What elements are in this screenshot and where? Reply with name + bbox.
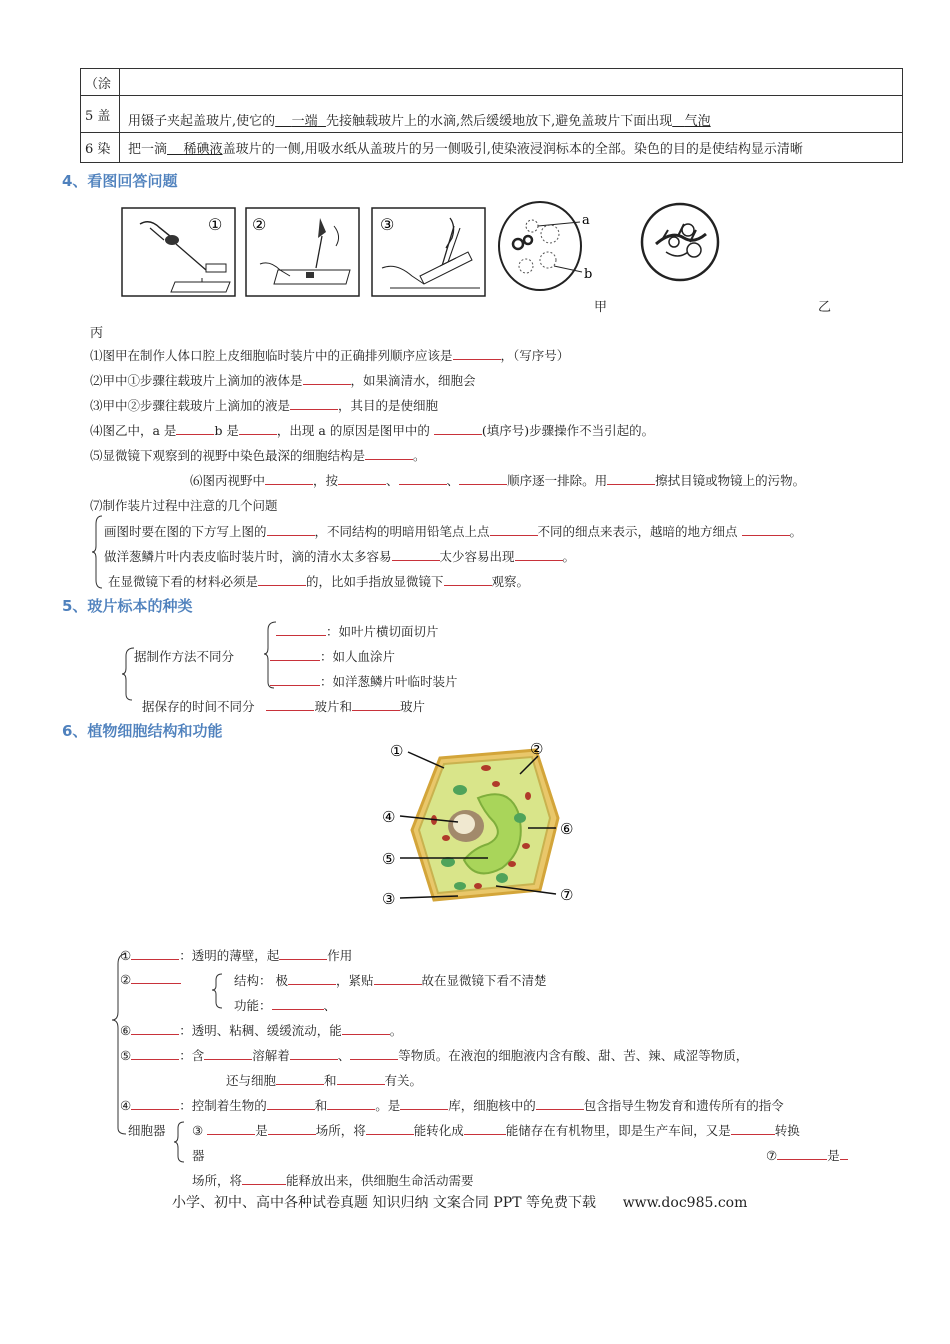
cell-line-1: ① ：透明的薄壁，起 作用: [120, 948, 353, 963]
cell-line-8a: 器: [192, 1148, 205, 1163]
diagram-number: ⑤: [382, 850, 396, 868]
caption-bing: 丙: [90, 326, 104, 341]
answer-blank[interactable]: [176, 422, 214, 435]
question-5: ⑸显微镜下观察到的视野中染色最深的细胞结构是 。: [90, 448, 426, 463]
answer-blank[interactable]: [207, 1122, 255, 1135]
answer-blank[interactable]: [258, 573, 306, 586]
answer-blank[interactable]: [742, 523, 790, 536]
answer-blank[interactable]: [131, 1022, 179, 1035]
cell-line-2c: 功能： 、: [234, 998, 337, 1013]
organelle-label: 细胞器: [128, 1123, 166, 1138]
answer-blank[interactable]: [453, 347, 501, 360]
cell-line-9: 场所，将 能释放出来，供细胞生命活动需要: [192, 1173, 474, 1188]
answer-blank[interactable]: [303, 372, 351, 385]
answer-blank[interactable]: [399, 472, 447, 485]
figure-jia-steps: [120, 206, 490, 298]
answer-blank[interactable]: [731, 1122, 775, 1135]
answer-blank[interactable]: [288, 972, 336, 985]
plant-cell-diagram: [378, 738, 588, 910]
panel-number: ③: [380, 215, 395, 234]
answer-blank[interactable]: [290, 1047, 338, 1060]
cell-line-3: ⑥ ：透明、粘稠、缓缓流动，能 。: [120, 1023, 403, 1038]
figure-yi-view: [494, 200, 604, 296]
answer-blank[interactable]: [536, 1097, 584, 1110]
step-cell: （涂: [81, 69, 120, 96]
section-title: 5、玻片标本的种类: [62, 597, 193, 615]
question-7: ⑺制作装片过程中注意的几个问题: [90, 498, 278, 513]
answer-blank[interactable]: [777, 1147, 827, 1160]
diagram-number: ④: [382, 808, 396, 826]
label-a: a: [582, 213, 590, 228]
answer-blank[interactable]: [279, 947, 327, 960]
table-row: [81, 133, 903, 163]
type-line-4: 据保存的时间不同分 玻片和 玻片: [142, 699, 425, 714]
answer-blank[interactable]: [270, 673, 320, 686]
brace: [172, 1120, 186, 1164]
answer-blank[interactable]: [270, 648, 320, 661]
type-line-2: ：如人血涂片: [270, 647, 395, 665]
answer-blank[interactable]: [290, 397, 338, 410]
content-cell: [120, 96, 903, 133]
answer-blank[interactable]: [515, 548, 563, 561]
answer-blank[interactable]: [131, 1097, 179, 1110]
fill-answer: 气泡: [684, 113, 711, 129]
question-1: ⑴图甲在制作人体口腔上皮细胞临时装片中的正确排列顺序应该是 ，（写序号）: [90, 348, 570, 363]
answer-blank[interactable]: [338, 472, 386, 485]
text: 先接触载玻片上的水滴,然后缓缓地放下,避免盖玻片下面出现: [325, 113, 673, 129]
answer-blank[interactable]: [272, 997, 324, 1010]
brace: [92, 514, 104, 590]
answer-blank[interactable]: [267, 523, 315, 536]
diagram-number: ⑥: [560, 820, 574, 838]
fill-answer: 一端: [291, 113, 318, 129]
question-2: ⑵甲中①步骤往载玻片上滴加的液体是 ，如果滴清水，细胞会: [90, 373, 476, 388]
footer: [172, 1192, 747, 1212]
answer-blank[interactable]: [239, 422, 277, 435]
cell-line-2b: 结构： 极 ，紧贴 故在显微镜下看不清楚: [234, 973, 547, 988]
answer-blank[interactable]: [266, 698, 314, 711]
cell-line-7: ③ 是 场所，将 能转化成 能储存在有机物里，即是生产车间，又是 转换: [192, 1123, 800, 1138]
question-3: ⑶甲中②步骤往载玻片上滴加的液是 ，其目的是使细胞: [90, 398, 439, 413]
answer-blank[interactable]: [464, 1122, 506, 1135]
answer-blank[interactable]: [337, 1072, 385, 1085]
note-3: 在显微镜下看的材料必须是 的，比如手指放显微镜下 观察。: [108, 574, 530, 589]
step-cell: 5 盖: [81, 96, 120, 133]
diagram-number: ⑦: [560, 886, 574, 904]
answer-blank[interactable]: [276, 1072, 324, 1085]
answer-blank[interactable]: [342, 1022, 390, 1035]
label-b: b: [584, 267, 593, 282]
answer-blank[interactable]: [131, 947, 179, 960]
answer-blank[interactable]: [242, 1172, 286, 1185]
content-cell: [120, 69, 903, 96]
question-4: ⑷图乙中，a 是 b 是 ，出现 a 的原因是图甲中的 (填序号)步骤操作不当引起的。: [90, 423, 655, 438]
answer-blank[interactable]: [204, 1047, 252, 1060]
cell-line-8b: ⑦ 是: [766, 1146, 848, 1164]
panel-number: ②: [252, 215, 267, 234]
question-6: ⑹图丙视野中 ，按 、 、 顺序逐一排除。用 擦拭目镜或物镜上的污物。: [190, 473, 806, 488]
cell-line-2a: ②: [120, 971, 181, 987]
by-method-label: 据制作方法不同分: [134, 649, 235, 664]
panel-number: ①: [208, 215, 223, 234]
diagram-number: ②: [530, 740, 544, 758]
answer-blank[interactable]: [327, 1097, 375, 1110]
content-cell: [120, 133, 903, 163]
section-title: 6、植物细胞结构和功能: [62, 722, 223, 740]
type-line-3: ：如洋葱鳞片叶临时装片: [270, 672, 458, 690]
answer-blank[interactable]: [365, 447, 413, 460]
note-1: 画图时要在图的下方写上图的 ，不同结构的明暗用铅笔点上点 不同的细点来表示，越暗的地方细点 。: [104, 524, 803, 539]
answer-blank[interactable]: [366, 1122, 414, 1135]
answer-blank[interactable]: [840, 1147, 848, 1160]
text: 把一滴: [128, 142, 168, 157]
answer-blank[interactable]: [131, 971, 181, 984]
answer-blank[interactable]: [268, 1122, 316, 1135]
answer-blank[interactable]: [607, 472, 655, 485]
cell-line-4: ⑤ ：含 溶解着 、 等物质。在液泡的细胞液内含有酸、甜、苦、辣、咸涩等物质，: [120, 1048, 749, 1063]
text: 用镊子夹起盖玻片,使它的: [128, 113, 276, 129]
type-line-1: ：如叶片横切面切片: [276, 622, 439, 640]
cell-line-6: ④ ：控制着生物的 和 。是 库，细胞核中的 包含指导生物发育和遗传所有的指令: [120, 1098, 784, 1113]
answer-blank[interactable]: [459, 472, 507, 485]
answer-blank[interactable]: [400, 1097, 448, 1110]
diagram-number: ①: [390, 742, 404, 760]
answer-blank[interactable]: [392, 548, 440, 561]
figure-bing-view: [638, 200, 724, 286]
procedure-table: [80, 68, 903, 163]
footer-text: 小学、初中、高中各种试卷真题 知识归纳 文案合同 PPT 等免费下载: [172, 1195, 596, 1211]
answer-blank[interactable]: [276, 623, 326, 636]
answer-blank[interactable]: [490, 523, 538, 536]
table-row: [81, 96, 903, 133]
section-title: 4、看图回答问题: [62, 172, 178, 190]
fill-answer: 稀碘液: [183, 142, 223, 157]
answer-blank[interactable]: [265, 472, 313, 485]
answer-blank[interactable]: [267, 1097, 315, 1110]
note-2: 做洋葱鳞片叶内表皮临时装片时，滴的清水太多容易 太少容易出现 。: [104, 549, 576, 564]
cell-line-5: 还与细胞 和 有关。: [226, 1073, 423, 1088]
answer-blank[interactable]: [434, 422, 482, 435]
caption-jia: 甲: [594, 300, 608, 315]
text: 盖玻片的一侧,用吸水纸从盖玻片的另一侧吸引,使染液浸润标本的全部。染色的目的是使结构显示清晰: [222, 142, 803, 157]
answer-blank[interactable]: [131, 1047, 179, 1060]
answer-blank[interactable]: [374, 972, 422, 985]
answer-blank[interactable]: [444, 573, 492, 586]
caption-yi: 乙: [818, 300, 832, 315]
footer-url[interactable]: www.doc985.com: [622, 1195, 748, 1211]
diagram-number: ③: [382, 890, 396, 908]
answer-blank[interactable]: [352, 698, 400, 711]
step-cell: 6 染: [81, 133, 120, 163]
answer-blank[interactable]: [350, 1047, 398, 1060]
brace: [210, 972, 224, 1010]
table-row: [81, 69, 903, 96]
